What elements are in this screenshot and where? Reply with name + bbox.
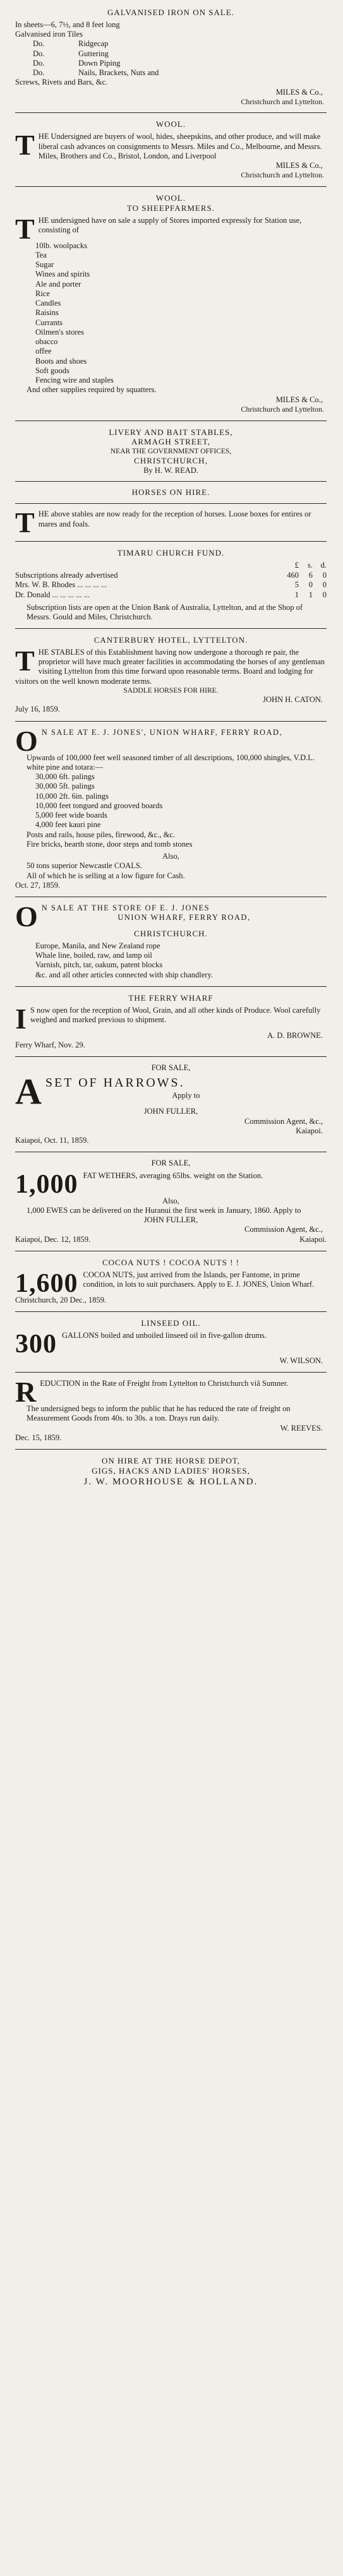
signature: A. D. BROWNE. — [267, 1030, 323, 1040]
ad-street: ARMAGH STREET, — [131, 437, 210, 447]
ad-date: July 16, 1859. — [15, 705, 60, 714]
ditto-row: Do. Nails, Brackets, Nuts and — [33, 68, 159, 78]
ad-line: 50 tons superior Newcastle COALS. — [27, 861, 142, 871]
drop-capital: T — [15, 506, 35, 539]
signature-location: Christchurch and Lyttelton. — [241, 404, 324, 414]
ad-body: S now open for the reception of Wool, Grain, and all other kinds of Produce. Wool carefully weighed and marked previous to shipment. — [30, 1005, 321, 1024]
ditto-row: Do. Down Piping — [33, 58, 121, 68]
ad-date: Kaiapoi, Oct. 11, 1859. — [15, 1136, 89, 1145]
ad-title: COCOA NUTS ! COCOA NUTS ! ! — [102, 1257, 239, 1267]
ad-line: Posts and rails, house piles, firewood, &c., &c. — [27, 830, 176, 839]
ad-horses-title: HORSES ON HIRE. — [131, 487, 210, 498]
ditto-row: Do. Guttering — [33, 49, 109, 58]
list-item: Oilmen's stores — [35, 327, 84, 337]
ad-line2: GIGS, HACKS AND LADIES' HORSES, — [92, 1466, 250, 1476]
drop-capital: R — [15, 1376, 37, 1409]
signature: MILES & Co., — [275, 395, 323, 404]
ad-forsale: FOR SALE, — [151, 1159, 191, 1168]
list-item: obacco — [35, 337, 58, 347]
signature: JOHN H. CATON. — [263, 695, 323, 704]
ad-line: In sheets—6, 7½, and 8 feet long — [15, 20, 120, 29]
drop-capital: O — [15, 900, 38, 933]
list-item: 10lb. woolpacks — [35, 241, 87, 250]
ad-head: N SALE AT THE STORE OF E. J. JONES — [41, 903, 210, 912]
ad-forsale: FOR SALE, — [151, 1063, 191, 1073]
ad-body: HE undersigned have on sale a supply of Stores imported expressly for Station use, consisting of — [38, 215, 302, 234]
ad-headline: SET OF HARROWS. — [45, 1076, 185, 1090]
livery-stables-ad — [15, 427, 327, 539]
subscriptions-table — [15, 561, 327, 600]
timaru-church-fund-ad — [15, 548, 327, 622]
list-item: Wines and spirits — [35, 270, 90, 279]
galvanised-iron-ad — [15, 8, 327, 106]
ad-body: FAT WETHERS, averaging 65lbs. weight on the Station. — [83, 1171, 263, 1180]
ad-title: WOOL. — [155, 193, 186, 203]
ad-saddle: SADDLE HORSES FOR HIRE. — [123, 686, 219, 695]
agent-title: Commission Agent, &c., — [244, 1225, 323, 1234]
fat-wethers-ad — [15, 1159, 327, 1244]
divider — [15, 1311, 327, 1312]
divider — [15, 112, 327, 113]
ad-date: Ferry Wharf, Nov. 29. — [15, 1040, 85, 1049]
horse-depot-ad — [15, 1456, 327, 1488]
list-item: Raisins — [35, 308, 59, 318]
ad-line: All of which he is selling at a low figure for Cash. — [27, 871, 185, 880]
list-item: Currants — [35, 318, 63, 327]
ad-line: And other supplies required by squatters. — [27, 385, 157, 395]
agent-town: Kaiapoi. — [299, 1234, 327, 1244]
divider — [15, 628, 327, 629]
divider — [15, 986, 327, 987]
canterbury-hotel-ad — [15, 635, 327, 714]
harrows-ad — [15, 1063, 327, 1145]
stores-list — [15, 241, 327, 386]
list-item: 30,000 5ft. palings — [35, 782, 95, 791]
divider — [15, 481, 327, 482]
divider — [15, 186, 327, 187]
list-item: 30,000 6ft. palings — [35, 772, 95, 781]
ad-line1: ON HIRE AT THE HORSE DEPOT, — [101, 1456, 241, 1466]
ad-dateline — [15, 1235, 327, 1244]
divider — [15, 721, 327, 722]
agent-name: JOHN FULLER, — [143, 1215, 198, 1225]
list-item: Candles — [35, 299, 61, 308]
list-item: Boots and shoes — [35, 356, 87, 366]
ad-title: LIVERY AND BAIT STABLES, — [109, 427, 233, 437]
list-item: offee — [35, 347, 52, 356]
ferry-wharf-ad — [15, 993, 327, 1050]
ad-near: NEAR THE GOVERNMENT OFFICES, — [110, 448, 232, 456]
ad-body: HE above stables are now ready for the reception of horses. Loose boxes for entires or mares and foals. — [38, 510, 311, 528]
signature: W. WILSON. — [279, 1356, 323, 1365]
list-item: Rice — [35, 289, 50, 298]
ad-body2: 1,000 EWES can be delivered on the Huranui the first week in January, 1860. Apply to — [27, 1205, 301, 1215]
ad-line: Fire bricks, hearth stone, door steps and tomb stones — [27, 839, 193, 849]
divider — [15, 1056, 327, 1057]
ad-line: Screws, Rivets and Bars, &c. — [15, 78, 108, 87]
ad-city: CHRISTCHURCH, — [134, 456, 208, 466]
drop-capital: T — [15, 129, 35, 162]
ad-date: Dec. 15, 1859. — [15, 1433, 62, 1442]
divider — [15, 1449, 327, 1450]
list-item: &c. and all other articles connected with ship chandlery. — [35, 970, 214, 979]
big-figure: 300 — [15, 1329, 57, 1359]
ad-also: Also, — [162, 1196, 179, 1205]
list-item: Europe, Manila, and New Zealand rope — [35, 941, 160, 950]
divider — [15, 1372, 327, 1373]
table-row: Subscriptions already advertised 460 6 0 — [15, 570, 327, 580]
sheepfarmers-ad — [15, 193, 327, 414]
ad-city: CHRISTCHURCH. — [134, 929, 208, 938]
timber-sale-ad — [15, 724, 327, 891]
signature-location: Christchurch and Lyttelton. — [241, 97, 324, 106]
drop-capital: O — [15, 724, 38, 757]
agent-name: JOHN FULLER, — [143, 1107, 198, 1116]
ad-body: HE STABLES of this Establishment having now undergone a thorough re pair, the proprietor will have much greater facilities in accommodating the horses of any gentleman visiting Lyttelton from this time forward upon reasonable terms. Board and lodging for visitors on the well known moderate terms. — [15, 647, 325, 686]
ad-title: WOOL. — [155, 119, 186, 129]
wool-buyers-ad — [15, 119, 327, 179]
signature: MILES & Co., — [275, 87, 323, 97]
ad-line3: J. W. MOORHOUSE & HOLLAND. — [83, 1476, 258, 1487]
list-item: Fencing wire and staples — [35, 376, 114, 385]
ad-line: Galvanised iron Tiles — [15, 30, 83, 39]
drop-capital: T — [15, 212, 35, 245]
ad-line2: UNION WHARF, FERRY ROAD, — [117, 913, 251, 922]
ad-title: LINSEED OIL. — [141, 1318, 201, 1328]
ad-body: GALLONS boiled and unboiled linseed oil in five-gallon drums. — [62, 1330, 267, 1340]
drop-capital: A — [15, 1071, 42, 1112]
signature: MILES & Co., — [275, 161, 323, 170]
divider — [15, 541, 327, 542]
signature: W. REEVES. — [280, 1423, 323, 1433]
table-row: Mrs. W. B. Rhodes ... ... ... ... 5 0 0 — [15, 580, 327, 590]
list-item: 5,000 feet wide boards — [35, 811, 107, 820]
table-header: £ s. d. — [294, 561, 327, 570]
ad-title: CANTERBURY HOTEL, LYTTELTON. — [93, 635, 248, 645]
signature-location: Christchurch and Lyttelton. — [241, 170, 324, 180]
divider — [15, 420, 327, 421]
store-sale-ad — [15, 900, 327, 980]
list-item: Sugar — [35, 260, 54, 270]
big-figure: 1,600 — [15, 1268, 78, 1298]
timber-list — [15, 772, 327, 830]
ad-head: N SALE AT E. J. JONES', UNION WHARF, FERRY ROAD, — [41, 727, 283, 737]
list-item: 10,000 feet tongued and grooved boards — [35, 801, 163, 810]
list-item: Soft goods — [35, 366, 69, 375]
ad-date: Christchurch, 20 Dec., 1859. — [15, 1295, 107, 1304]
ad-title: TIMARU CHURCH FUND. — [117, 548, 225, 558]
list-item: Whale line, boiled, raw, and lamp oil — [35, 951, 152, 960]
ad-also: Also, — [162, 852, 179, 861]
ad-body: HE Undersigned are buyers of wool, hides, sheepskins, and other produce, and will make liberal cash advances on consignments to Messrs. Miles and Co., Melbourne, and Messrs. Miles, Brothers and Co., Bristol, London, and Liverpool — [38, 132, 322, 160]
list-item: Tea — [35, 250, 47, 259]
ad-body: COCOA NUTS, just arrived from the Islands, per Fantome, in prime condition, in lots to suit purchasers. Apply to E. J. JONES, Union Wharf. — [83, 1270, 315, 1289]
table-row: Dr. Donald ... ... ... ... ... 1 1 0 — [15, 590, 327, 599]
ad-title: THE FERRY WHARF — [128, 993, 214, 1003]
list-item: Ale and porter — [35, 279, 81, 289]
agent-title: Commission Agent, &c., — [244, 1116, 323, 1126]
ad-date: Kaiapoi, Dec. 12, 1859. — [15, 1234, 91, 1244]
divider — [15, 503, 327, 504]
ad-date: Oct. 27, 1859. — [15, 880, 61, 890]
drop-capital: I — [15, 1002, 27, 1035]
ad-note: Subscription lists are open at the Union Bank of Australia, Lyttelton, and at the Shop of Messrs. Gould and Miles, Christchurch. — [27, 602, 303, 621]
list-item: Varnish, pitch, tar, oakum, patent blocks — [35, 960, 163, 970]
ad-title: GALVANISED IRON ON SALE. — [107, 8, 234, 17]
ad-subtitle: TO SHEEPFARMERS. — [126, 203, 215, 213]
ad-body: Upwards of 100,000 feet well seasoned timber of all descriptions, 100,000 shingles, V.D.L. white pine and totara:— — [27, 753, 315, 772]
ad-by: By H. W. READ. — [143, 466, 198, 475]
linseed-oil-ad — [15, 1318, 327, 1366]
ad-body: The undersigned begs to inform the public that he has reduced the rate of freight on Measurement Goods from 40s. to 30s. a ton. Drays run daily. — [27, 1404, 291, 1423]
ad-apply: Apply to — [172, 1090, 200, 1100]
ad-head: EDUCTION in the Rate of Freight from Lyttelton to Christchurch viâ Sumner. — [40, 1379, 289, 1388]
cocoa-nuts-ad — [15, 1258, 327, 1305]
drop-capital: T — [15, 644, 35, 677]
freight-reduction-ad — [15, 1376, 327, 1443]
agent-town: Kaiapoi. — [296, 1126, 323, 1135]
big-figure: 1,000 — [15, 1169, 78, 1199]
list-item: 4,000 feet kauri pine — [35, 820, 101, 830]
list-item: 10,000 2ft. 6in. palings — [35, 791, 109, 801]
store-list — [15, 941, 327, 980]
ditto-row: Do. Ridgecap — [33, 39, 109, 49]
